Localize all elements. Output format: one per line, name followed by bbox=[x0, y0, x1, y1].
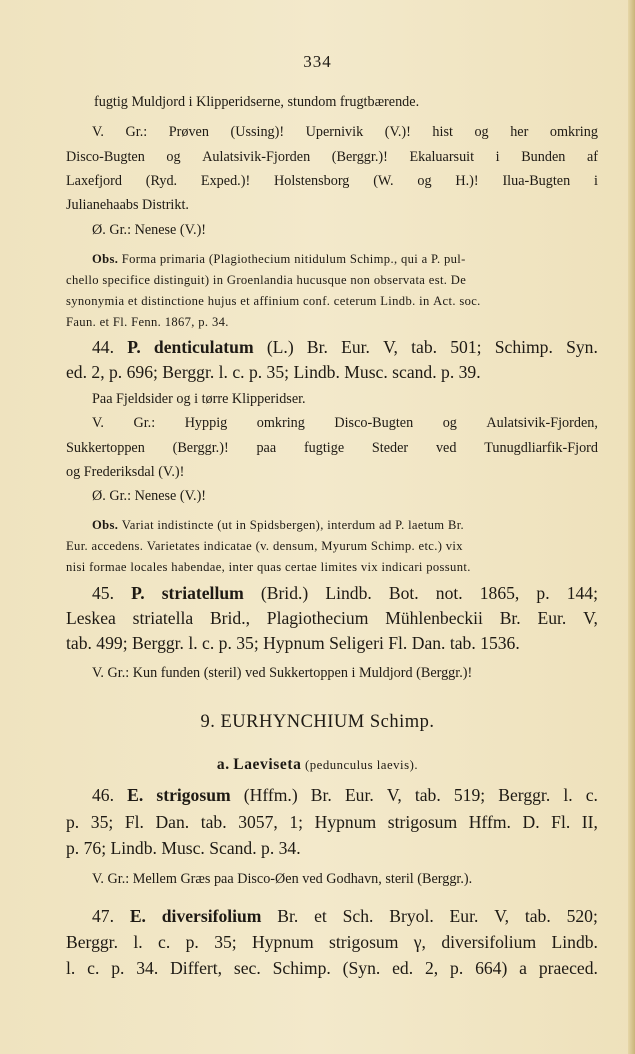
species-entry-44: 44. P. denticulatum (L.) Br. Eur. V, tab. 501; Schimp. Syn. bbox=[92, 337, 598, 357]
text-line: Sukkertoppen (Berggr.)! paa fugtige Steder ved Tunugdliarfik-Fjord bbox=[66, 440, 598, 456]
species-entry-line: tab. 499; Berggr. l. c. p. 35; Hypnum Seligeri Fl. Dan. tab. 1536. bbox=[66, 633, 520, 653]
species-entry-line: l. c. p. 34. Differt, sec. Schimp. (Syn. ed. 2, p. 664) a praeced. bbox=[66, 958, 598, 978]
text-line: Julianehaabs Distrikt. bbox=[66, 197, 189, 213]
subsection-heading bbox=[0, 756, 635, 774]
text-line: og Frederiksdal (V.)! bbox=[66, 464, 185, 480]
obs-line: nisi formae locales habendae, inter quas certae limites vix indicari possunt. bbox=[66, 560, 471, 574]
text-line: V. Gr.: Mellem Græs paa Disco-Øen ved Godhavn, steril (Berggr.). bbox=[92, 871, 473, 887]
obs-line: Faun. et Fl. Fenn. 1867, p. 34. bbox=[66, 315, 229, 329]
text-line: Ø. Gr.: Nenese (V.)! bbox=[92, 222, 207, 238]
species-entry-46: 46. E. strigosum (Hffm.) Br. Eur. V, tab. 519; Berggr. l. c. bbox=[92, 785, 598, 805]
obs-line: chello specifice distinguit) in Groenlandia hucusque non observata est. De bbox=[66, 273, 467, 287]
species-entry-line: p. 76; Lindb. Musc. Scand. p. 34. bbox=[66, 838, 301, 858]
text-line: V. Gr.: Hyppig omkring Disco-Bugten og Aulatsivik-Fjorden, bbox=[92, 415, 598, 431]
subsection-label: a. bbox=[216, 756, 230, 773]
text-line: fugtig Muldjord i Klipperidserne, stundom frugtbærende. bbox=[94, 94, 420, 110]
obs-line: Eur. accedens. Varietates indicatae (v. densum, Myurum Schimp. etc.) vix bbox=[66, 539, 463, 553]
species-entry-line: Berggr. l. c. p. 35; Hypnum strigosum γ, diversifolium Lindb. bbox=[66, 932, 598, 952]
genus-heading: 9. EURHYNCHIUM Schimp. bbox=[200, 712, 435, 732]
subsection-name: Laeviseta bbox=[233, 756, 302, 773]
obs-line: synonymia et distinctione hujus et affinium conf. ceterum Lindb. in Act. soc. bbox=[66, 294, 481, 308]
subsection-note: (pedunculus laevis). bbox=[305, 758, 419, 772]
species-entry-line: ed. 2, p. 696; Berggr. l. c. p. 35; Lindb. Musc. scand. p. 39. bbox=[66, 362, 481, 382]
page-edge bbox=[628, 0, 635, 1054]
text-line: Paa Fjeldsider og i tørre Klipperidser. bbox=[92, 391, 306, 407]
text-line: Ø. Gr.: Nenese (V.)! bbox=[92, 488, 207, 504]
text-line: Laxefjord (Ryd. Exped.)! Holstensborg (W. og H.)! Ilua-Bugten i bbox=[66, 173, 598, 189]
species-entry-line: p. 35; Fl. Dan. tab. 3057, 1; Hypnum strigosum Hffm. D. Fl. II, bbox=[66, 812, 598, 832]
page-number: 334 bbox=[303, 52, 332, 71]
text-line: Disco-Bugten og Aulatsivik-Fjorden (Berggr.)! Ekaluarsuit i Bunden af bbox=[66, 149, 598, 165]
text-line: V. Gr.: Prøven (Ussing)! Upernivik (V.)! hist og her omkring bbox=[92, 124, 598, 140]
obs-line: Obs. Variat indistincte (ut in Spidsbergen), interdum ad P. laetum Br. bbox=[92, 518, 465, 532]
species-entry-47: 47. E. diversifolium Br. et Sch. Bryol. Eur. V, tab. 520; bbox=[92, 906, 598, 926]
obs-line: Obs. Forma primaria (Plagiothecium nitidulum Schimp., qui a P. pul- bbox=[92, 252, 466, 266]
text-line: V. Gr.: Kun funden (steril) ved Sukkertoppen i Muldjord (Berggr.)! bbox=[92, 665, 473, 681]
species-entry-45: 45. P. striatellum (Brid.) Lindb. Bot. not. 1865, p. 144; bbox=[92, 583, 598, 603]
species-entry-line: Leskea striatella Brid., Plagiothecium Mühlenbeckii Br. Eur. V, bbox=[66, 608, 598, 628]
